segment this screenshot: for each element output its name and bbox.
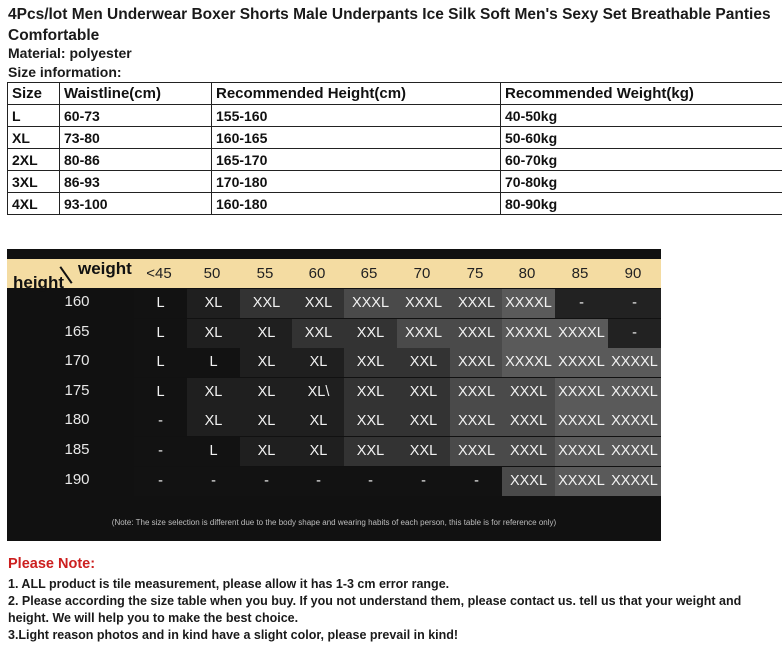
size-table-row [8,171,782,193]
size-recommendation-cell: XL [292,348,345,377]
size-recommendation-cell: - [397,467,450,496]
size-table-row [8,105,782,127]
size-recommendation-cell: XL [292,407,345,436]
weight-axis-label: weight [78,259,132,278]
size-recommendation-cell: - [608,289,661,318]
size-table-cell: 73-80 [60,127,212,149]
size-table-cell: XL [8,127,60,149]
size-table [7,82,782,215]
size-recommendation-cell: XXXL [450,319,503,348]
size-recommendation-cell: XXXXL [608,467,661,496]
height-value: 165 [64,322,90,340]
size-recommendation-cell: XXXL [344,289,397,318]
chart-row [7,289,661,318]
size-recommendation-cell: XXXXL [555,467,608,496]
size-recommendation-cell: XL [240,348,293,377]
size-recommendation-cell: XL [240,378,293,407]
size-recommendation-cell: XXXL [450,378,503,407]
size-recommendation-cell: - [240,467,293,496]
header-weight: Recommended Weight(kg) [501,83,782,105]
weight-column-header: 55 [256,265,274,282]
note-title: Please Note: [8,556,96,572]
size-recommendation-cell: XXL [344,319,397,348]
chart-row [7,407,661,436]
weight-column-header: 50 [203,265,221,282]
size-table-cell: 86-93 [60,171,212,193]
size-table-row [8,193,782,215]
size-recommendation-cell: XXXXL [555,348,608,377]
size-recommendation-cell: XXXXL [608,407,661,436]
product-title: 4Pcs/lot Men Underwear Boxer Shorts Male Underpants Ice Silk Soft Men's Sexy Set Breathable Panties Comfortable [8,6,771,44]
height-value: 160 [64,293,90,310]
size-recommendation-cell: XXL [240,289,293,318]
weight-column-header: 75 [466,265,484,282]
size-recommendation-cell: L [134,289,187,318]
size-table-cell: 160-165 [212,127,501,149]
height-value: 170 [64,352,90,370]
size-table-cell: 70-80kg [501,171,782,193]
height-value: 185 [64,441,90,458]
note-item: 1. ALL product is tile measurement, please allow it has 1-3 cm error range. [8,577,450,591]
chart-row [7,378,661,407]
size-recommendation-cell: XL [187,319,240,348]
weight-column-header: 60 [308,265,326,282]
header-height: Recommended Height(cm) [212,83,501,105]
size-recommendation-cell: XXXXL [555,407,608,436]
size-recommendation-cell: XL [240,319,293,348]
size-table-cell: 4XL [8,193,60,215]
size-table-cell: 80-86 [60,149,212,171]
height-value: 180 [64,411,90,429]
size-table-row [8,149,782,171]
size-recommendation-cell: XXXXL [502,319,555,348]
size-recommendation-cell: L [134,378,187,407]
size-recommendation-cell: XL [240,407,293,436]
size-table-cell: 165-170 [212,149,501,171]
size-recommendation-cell: XXXXL [555,437,608,466]
size-recommendation-cell: XXXXL [502,289,555,318]
material-info: Material: polyester [8,45,132,61]
size-table-cell: 93-100 [60,193,212,215]
size-recommendation-cell: XL [292,437,345,466]
size-info-label: Size information: [8,64,122,80]
size-recommendation-cell: XXXL [502,378,555,407]
size-table-cell: 50-60kg [501,127,782,149]
size-recommendation-cell: XXXL [450,289,503,318]
size-recommendation-cell: - [134,437,187,466]
size-recommendation-cell: XXXXL [502,348,555,377]
size-recommendation-cell: XXXL [502,437,555,466]
weight-column-header: <45 [146,265,172,282]
size-recommendation-cell: XXL [344,378,397,407]
size-recommendation-cell: - [608,319,661,348]
size-chart [7,249,661,541]
size-recommendation-cell: XXXL [450,437,503,466]
size-recommendation-cell: XXXL [502,467,555,496]
size-recommendation-cell: L [187,348,240,377]
size-table-cell: L [8,105,60,127]
size-recommendation-cell: XL [187,289,240,318]
size-recommendation-cell: XXL [292,319,345,348]
size-recommendation-cell: XL [187,378,240,407]
size-recommendation-cell: XXL [344,348,397,377]
size-recommendation-cell: - [555,289,608,318]
note-item: 2. Please according the size table when you buy. If you not understand them, please contact us. tell us that your weight and height. We will help you to make the best choice. [8,594,742,625]
size-table-cell: 160-180 [212,193,501,215]
size-recommendation-cell: - [134,467,187,496]
size-table-cell: 60-73 [60,105,212,127]
size-recommendation-cell: XXXL [397,319,450,348]
chart-header-row [7,259,661,292]
size-recommendation-cell: XXL [397,378,450,407]
size-recommendation-cell: XXXXL [608,437,661,466]
size-table-cell: 40-50kg [501,105,782,127]
size-recommendation-cell: XXL [397,348,450,377]
size-table-cell: 3XL [8,171,60,193]
header-waistline: Waistline(cm) [60,83,212,105]
size-table-row [8,127,782,149]
size-recommendation-cell: XXXXL [555,378,608,407]
chart-row [7,348,661,377]
size-table-cell: 155-160 [212,105,501,127]
size-table-cell: 170-180 [212,171,501,193]
chart-footnote: (Note: The size selection is different due to the body shape and wearing habits of each person, this table is for reference only) [111,518,557,527]
size-recommendation-cell: XXL [344,437,397,466]
size-recommendation-cell: XXXXL [608,348,661,377]
size-recommendation-cell: L [134,348,187,377]
note-item: 3.Light reason photos and in kind have a slight color, please prevail in kind! [8,628,459,642]
weight-column-header: 70 [413,265,431,282]
size-recommendation-cell: XXXXL [555,319,608,348]
size-table-cell: 80-90kg [501,193,782,215]
size-recommendation-cell: L [187,437,240,466]
size-recommendation-cell: XXL [397,437,450,466]
size-recommendation-cell: XXXL [450,348,503,377]
size-table-cell: 2XL [8,149,60,171]
size-recommendation-cell: - [344,467,397,496]
size-recommendation-cell: XXL [344,407,397,436]
weight-column-header: 90 [624,265,642,282]
size-recommendation-cell: - [187,467,240,496]
size-recommendation-cell: XXXL [450,407,503,436]
height-value: 175 [64,381,90,399]
header-size: Size [8,83,60,105]
chart-row [7,437,661,466]
chart-row [7,319,661,348]
size-recommendation-cell: - [134,407,187,436]
height-axis-label: height [13,273,64,292]
chart-row [7,467,661,496]
size-table-header-row [8,83,782,105]
size-recommendation-cell: XXXL [397,289,450,318]
size-recommendation-cell: - [292,467,345,496]
size-recommendation-cell: L [134,319,187,348]
size-recommendation-cell: XL [187,407,240,436]
size-recommendation-cell: XL\ [292,378,345,407]
weight-column-header: 65 [360,265,378,282]
size-recommendation-cell: XL [240,437,293,466]
weight-column-header: 80 [518,265,536,282]
size-table-cell: 60-70kg [501,149,782,171]
size-recommendation-cell: XXXL [502,407,555,436]
height-value: 190 [64,470,90,488]
weight-column-header: 85 [571,265,589,282]
size-recommendation-cell: XXL [292,289,345,318]
size-recommendation-cell: XXXXL [608,378,661,407]
size-recommendation-cell: XXL [397,407,450,436]
size-recommendation-cell: - [450,467,503,496]
